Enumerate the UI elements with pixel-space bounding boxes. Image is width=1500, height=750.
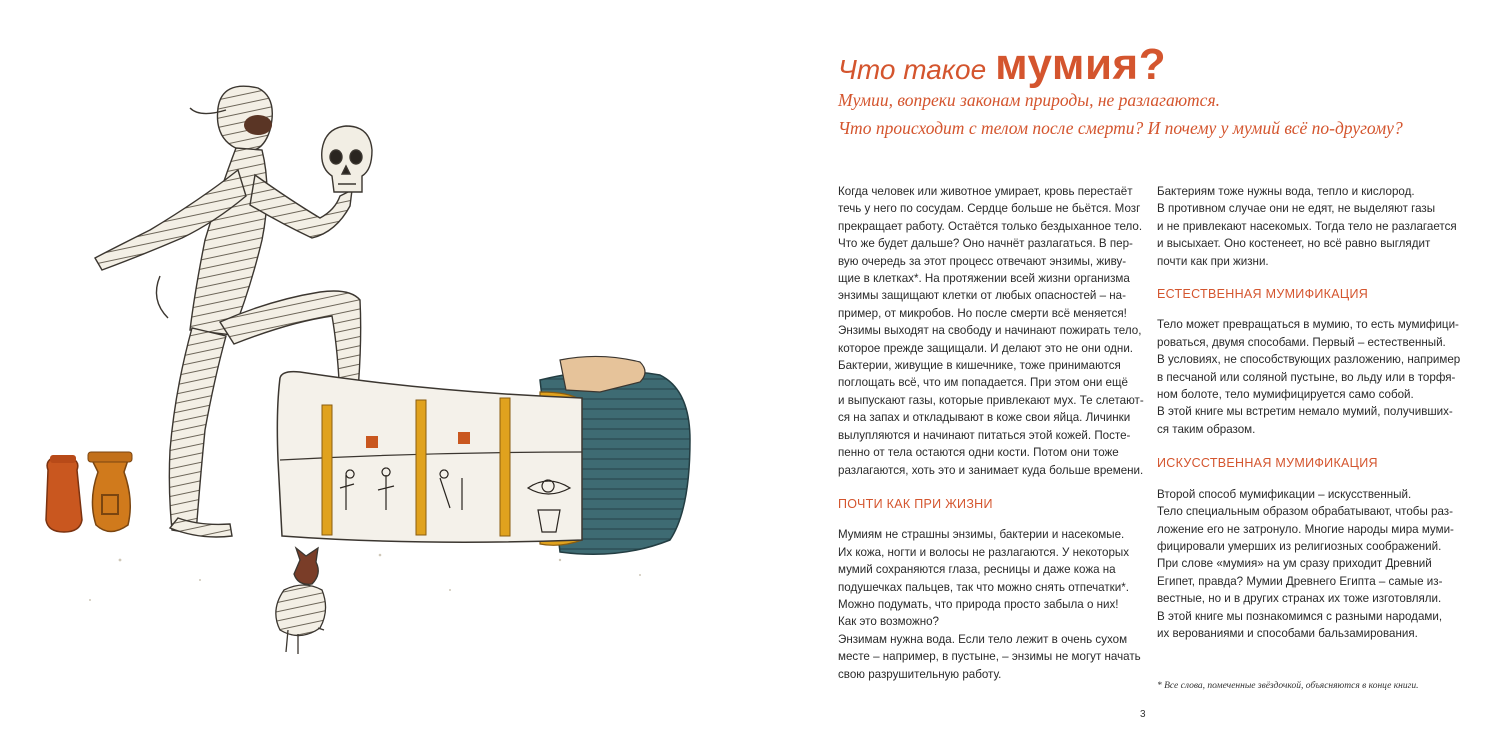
text-line: прекращает работу. Остаётся только бездыханное тело. <box>838 219 1143 233</box>
text-line: Когда человек или животное умирает, кровь перестаёт <box>838 185 1133 198</box>
text-line: пенно от тела остаются одни кости. Потом они тоже <box>838 446 1119 460</box>
right-intro-paragraph <box>1157 183 1457 270</box>
canopic-jar-small <box>46 455 82 532</box>
section2-paragraph <box>1157 316 1461 438</box>
text-line: свою разрушительную работу. <box>838 667 1002 681</box>
right-column <box>1157 183 1461 642</box>
text-line: В условиях, не способствующих разложению, например <box>1157 353 1461 367</box>
intro-paragraph <box>838 183 1144 479</box>
text-line: ся таким образом. <box>1157 422 1256 436</box>
text-line: Тело специальным образом обрабатывают, чтобы раз- <box>1157 505 1453 519</box>
section-heading-natural: ЕСТЕСТВЕННАЯ МУМИФИКАЦИЯ <box>1157 287 1369 302</box>
subtitle-line: Мумии, вопреки законам природы, не разлагаются. <box>838 90 1220 110</box>
text-line: энзимы защищают клетки от любых опасностей – на- <box>838 289 1126 303</box>
text-line: и не привлекают насекомых. Тогда тело не разлагается <box>1157 219 1457 233</box>
canopic-jar-large <box>88 452 132 532</box>
text-line: вую очередь за этот процесс отвечают энзимы, живу- <box>838 254 1127 268</box>
text-line: поглощать всё, что им попадается. При этом они ещё <box>838 376 1128 390</box>
text-line: Энзимы выходят на свободу и начинают пожирать тело, <box>838 324 1142 338</box>
text-line: Энзимам нужна вода. Если тело лежит в очень сухом <box>838 632 1128 646</box>
text-line: роваться, двумя способами. Первый – естественный. <box>1157 335 1446 349</box>
text-line: пример, от микробов. Но после смерти всё меняется! <box>838 306 1127 320</box>
text-line: мумий сохраняются глаза, ресницы и даже кожа на <box>838 563 1116 577</box>
skull <box>322 126 372 192</box>
text-line: разлагаются, хоть это и занимает куда больше времени. <box>838 463 1144 477</box>
text-line: почти как при жизни. <box>1157 254 1269 268</box>
text-line: Бактерии, живущие в кишечнике, тоже принимаются <box>838 359 1121 373</box>
text-line: течь у него по сосудам. Сердце больше не бьётся. Мозг <box>838 202 1141 216</box>
text-line: Как это возможно? <box>838 615 940 629</box>
text-line: вылупляются и начинают питаться этой кожей. Посте- <box>838 428 1131 442</box>
subtitle-line: Что происходит с телом после смерти? И почему у мумий всё по-другому? <box>838 118 1403 138</box>
text-line: в песчаной или соляной пустыне, во льду или в торфя- <box>1157 370 1456 384</box>
text-line: При слове «мумия» на ум сразу приходит Древний <box>1157 557 1432 571</box>
text-line: и высыхает. Оно костенеет, но всё равно выглядит <box>1157 237 1431 251</box>
text-line: ном болоте, тело мумифицируется само собой. <box>1157 388 1414 402</box>
text-line: Египет, правда? Мумии Древнего Египта – самые из- <box>1157 574 1443 588</box>
section-heading-almost-alive: ПОЧТИ КАК ПРИ ЖИЗНИ <box>838 496 993 511</box>
text-line: В этой книге мы встретим немало мумий, получивших- <box>1157 405 1453 419</box>
footnote: * Все слова, помеченные звёздочкой, объясняются в конце книги. <box>1157 681 1419 691</box>
section-heading-artificial: ИСКУССТВЕННАЯ МУМИФИКАЦИЯ <box>1157 456 1378 471</box>
text-line: и выпускают газы, которые привлекают мух. Те слетают- <box>838 393 1144 407</box>
text-line: ся на запах и откладывают в коже свои яйца. Личинки <box>838 411 1131 425</box>
text-line: В этой книге мы познакомимся с разными народами, <box>1157 609 1443 623</box>
text-line: Их кожа, ногти и волосы не разлагаются. У некоторых <box>838 545 1130 559</box>
title-main: мумия? <box>995 40 1167 89</box>
text-line: Можно подумать, что природа просто забыла о них! <box>838 597 1119 611</box>
title-prefix: Что такое <box>838 54 987 85</box>
text-line: ложение его не затронуло. Многие народы мира муми- <box>1157 522 1454 536</box>
section1-paragraph <box>838 526 1141 683</box>
text-line: Бактериям тоже нужны вода, тепло и кислород. <box>1157 185 1415 198</box>
text-line: подушечках пальцев, так что можно снять отпечатки*. <box>838 580 1129 594</box>
page-title <box>838 40 1166 90</box>
text-line: Мумиям не страшны энзимы, бактерии и насекомые. <box>838 528 1125 542</box>
text-line: месте – например, в пустыне, – энзимы не могут начать <box>838 650 1141 664</box>
text-line: вестные, но и в других странах их тоже изготовляли. <box>1157 592 1442 606</box>
mummified-cat <box>276 548 326 654</box>
text-line: щие в клетках*. На протяжении всей жизни организма <box>838 272 1130 286</box>
text-line: фицировали умерших из религиозных соображений. <box>1157 539 1442 553</box>
text-line: В противном случае они не едят, не выделяют газы <box>1157 202 1436 216</box>
left-column <box>838 183 1144 683</box>
subtitle <box>838 86 1478 142</box>
page-number: 3 <box>1140 709 1146 720</box>
text-line: Второй способ мумификации – искусственный. <box>1157 487 1412 501</box>
text-line: их верованиями и способами бальзамирования. <box>1157 626 1418 640</box>
text-line: Что же будет дальше? Оно начнёт разлагаться. В пер- <box>838 237 1133 251</box>
section3-paragraph <box>1157 486 1453 643</box>
text-line: Тело может превращаться в мумию, то есть мумифици- <box>1157 318 1459 332</box>
sarcophagus <box>277 356 690 554</box>
text-line: которое прежде защищали. И делают это не они одни. <box>838 341 1134 355</box>
